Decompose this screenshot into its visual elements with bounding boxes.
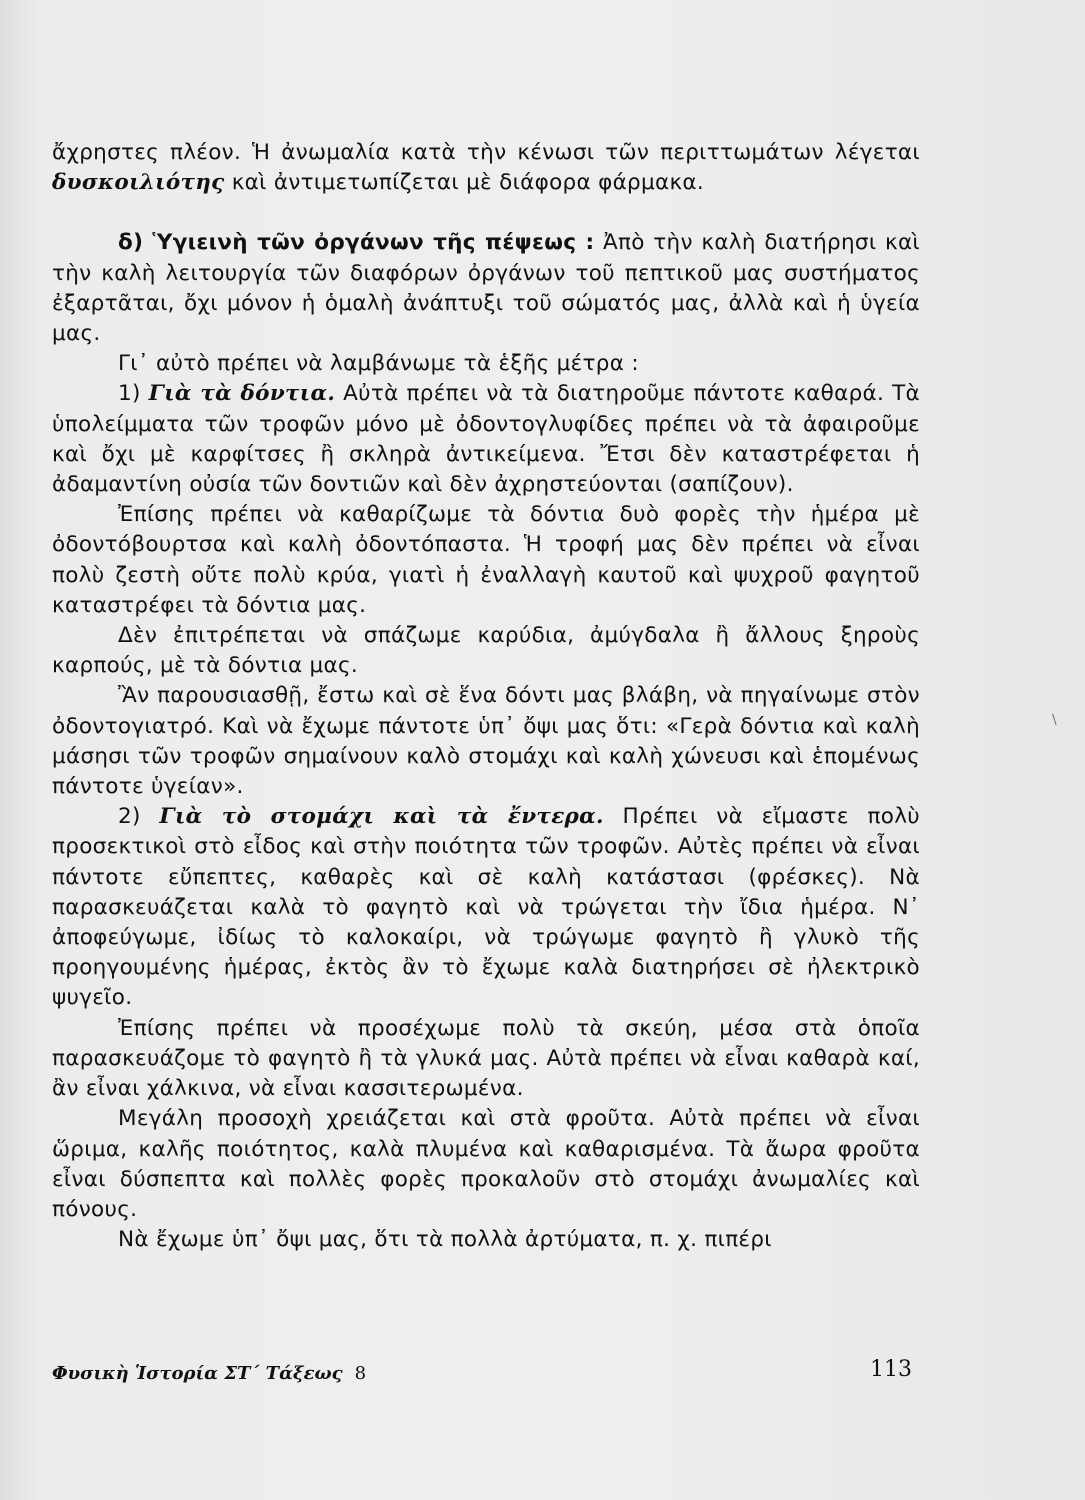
paragraph-cookware: Ἐπίσης πρέπει νὰ προσέχωμε πολὺ τὰ σκεύη, μέσα στὰ ὁποῖα παρασκευάζομε τὸ φαγητὸ ἢ τὰ γλυκά μας. Αὐτὰ πρέπει νὰ εἶναι καθαρὰ καί, ἂν εἶναι χάλκινα, νὰ εἶναι κασσιτερωμένα. <box>52 1015 920 1102</box>
page-number: 113 <box>870 1357 912 1382</box>
book-title: Φυσικὴ Ἱστορία ΣΤ΄ Τάξεως <box>52 1363 343 1384</box>
subheading-stomach: Γιὰ τὸ στομάχι καὶ τὰ ἔντερα. <box>159 804 604 830</box>
subheading-teeth: Γιὰ τὰ δόντια. <box>148 381 336 407</box>
paragraph-digestive-hygiene: δ) Ὑγιεινὴ τῶν ὀργάνων τῆς πέψεως : Ἀπὸ τὴν καλὴ διατήρησι καὶ τὴν καλὴ λειτουργία τῶν διαφόρων ὀργάνων τοῦ πεπτικοῦ μας συστήματος ἐξαρτᾶται, ὄχι μόνον ἡ ὁμαλὴ ἀνάπτυξι τοῦ σώματός μας, ἀλλὰ καὶ ἡ ὑγεία μας. <box>52 230 920 347</box>
paragraph-constipation: ἄχρηστες πλέον. Ἡ ἀνωμαλία κατὰ τὴν κένωσι τῶν περιττωμάτων λέγεται δυσκοιλιότης καὶ ἀντιμετωπίζεται μὲ διάφορα φάρμακα. <box>52 140 920 196</box>
paragraph-dentist: Ἂν παρουσιασθῇ, ἔστω καὶ σὲ ἕνα δόντι μας βλάβη, νὰ πηγαίνωμε στὸν ὀδοντογιατρό. Καὶ νὰ ἔχωμε πάντοτε ὑπ᾿ ὄψι μας ὅτι: «Γερὰ δόντια καὶ καλὴ μάσησι τῶν τροφῶν σημαίνουν καλὸ στομάχι καὶ καλὴ χώνευσι καὶ ἑπομένως πάντοτε ὑγείαν». <box>52 683 920 800</box>
paragraph-nuts: Δὲν ἐπιτρέπεται νὰ σπάζωμε καρύδια, ἀμύγδαλα ἢ ἄλλους ξηροὺς καρπούς, μὲ τὰ δόντια μας. <box>52 623 920 679</box>
term-constipation: δυσκοιλιότης <box>52 170 225 196</box>
paragraph-teeth: 1) Γιὰ τὰ δόντια. Αὐτὰ πρέπει νὰ τὰ διατηροῦμε πάντοτε καθαρά. Τὰ ὑπολείμματα τῶν τροφῶν μόνο μὲ ὀδοντογλυφίδες πρέπει νὰ τὰ ἀφαιροῦμε καὶ ὄχι μὲ καρφίτσες ἢ σκληρὰ ἀντικείμενα. Ἔτσι δὲν καταστρέφεται ἡ ἀδαμαντίνη οὐσία τῶν δοντιῶν καὶ δὲν ἀχρηστεύονται (σαπίζουν). <box>52 381 920 498</box>
page-footer <box>52 1357 920 1384</box>
margin-mark-icon: \ <box>1052 712 1057 728</box>
paragraph-stomach: 2) Γιὰ τὸ στομάχι καὶ τὰ ἔντερα. Πρέπει νὰ εἴμαστε πολὺ προσεκτικοὶ στὸ εἶδος καὶ στὴν ποιότητα τῶν τροφῶν. Αὐτὲς πρέπει νὰ εἶναι πάντοτε εὔπεπτες, καθαρὲς καὶ σὲ καλὴ κατάστασι (φρέσκες). Νὰ παρασκευάζεται καλὰ τὸ φαγητὸ καὶ νὰ τρώγεται τὴν ἴδια ἡμέρα. Ν᾿ ἀποφεύγωμε, ἰδίως τὸ καλοκαίρι, νὰ τρώγωμε φαγητὸ ἢ γλυκὸ τῆς προηγουμένης ἡμέρας, ἐκτὸς ἂν τὸ ἔχωμε καλὰ διατηρήσει σὲ ἠλεκτρικὸ ψυγεῖο. <box>52 804 920 1011</box>
paragraph-brushing: Ἐπίσης πρέπει νὰ καθαρίζωμε τὰ δόντια δυὸ φορὲς τὴν ἡμέρα μὲ ὀδοντόβουρτσα καὶ καλὴ ὀδοντόπαστα. Ἡ τροφή μας δὲν πρέπει νὰ εἶναι πολὺ ζεστὴ οὔτε πολὺ κρύα, γιατὶ ἡ ἐναλλαγὴ καυτοῦ καὶ ψυχροῦ φαγητοῦ καταστρέφει τὰ δόντια μας. <box>52 502 920 618</box>
paragraph-spices: Νὰ ἔχωμε ὑπ᾿ ὄψι μας, ὅτι τὰ πολλὰ ἀρτύματα, π. χ. πιπέρι <box>118 1227 772 1253</box>
paragraph-measures-intro: Γι᾿ αὐτὸ πρέπει νὰ λαμβάνωμε τὰ ἑξῆς μέτρα : <box>118 351 639 377</box>
signature-number: 8 <box>354 1363 367 1384</box>
body-text <box>52 138 920 1255</box>
paragraph-fruits: Μεγάλη προσοχὴ χρειάζεται καὶ στὰ φροῦτα. Αὐτὰ πρέπει νὰ εἶναι ὥριμα, καλῆς ποιότητος, καλὰ πλυμένα καὶ καθαρισμένα. Τὰ ἄωρα φροῦτα εἶναι δύσπεπτα καὶ πολλὲς φορὲς προκαλοῦν στὸ στομάχι ἀνωμαλίες καὶ πόνους. <box>52 1106 920 1222</box>
section-heading-digestive-hygiene: δ) Ὑγιεινὴ τῶν ὀργάνων τῆς πέψεως : <box>118 230 595 256</box>
